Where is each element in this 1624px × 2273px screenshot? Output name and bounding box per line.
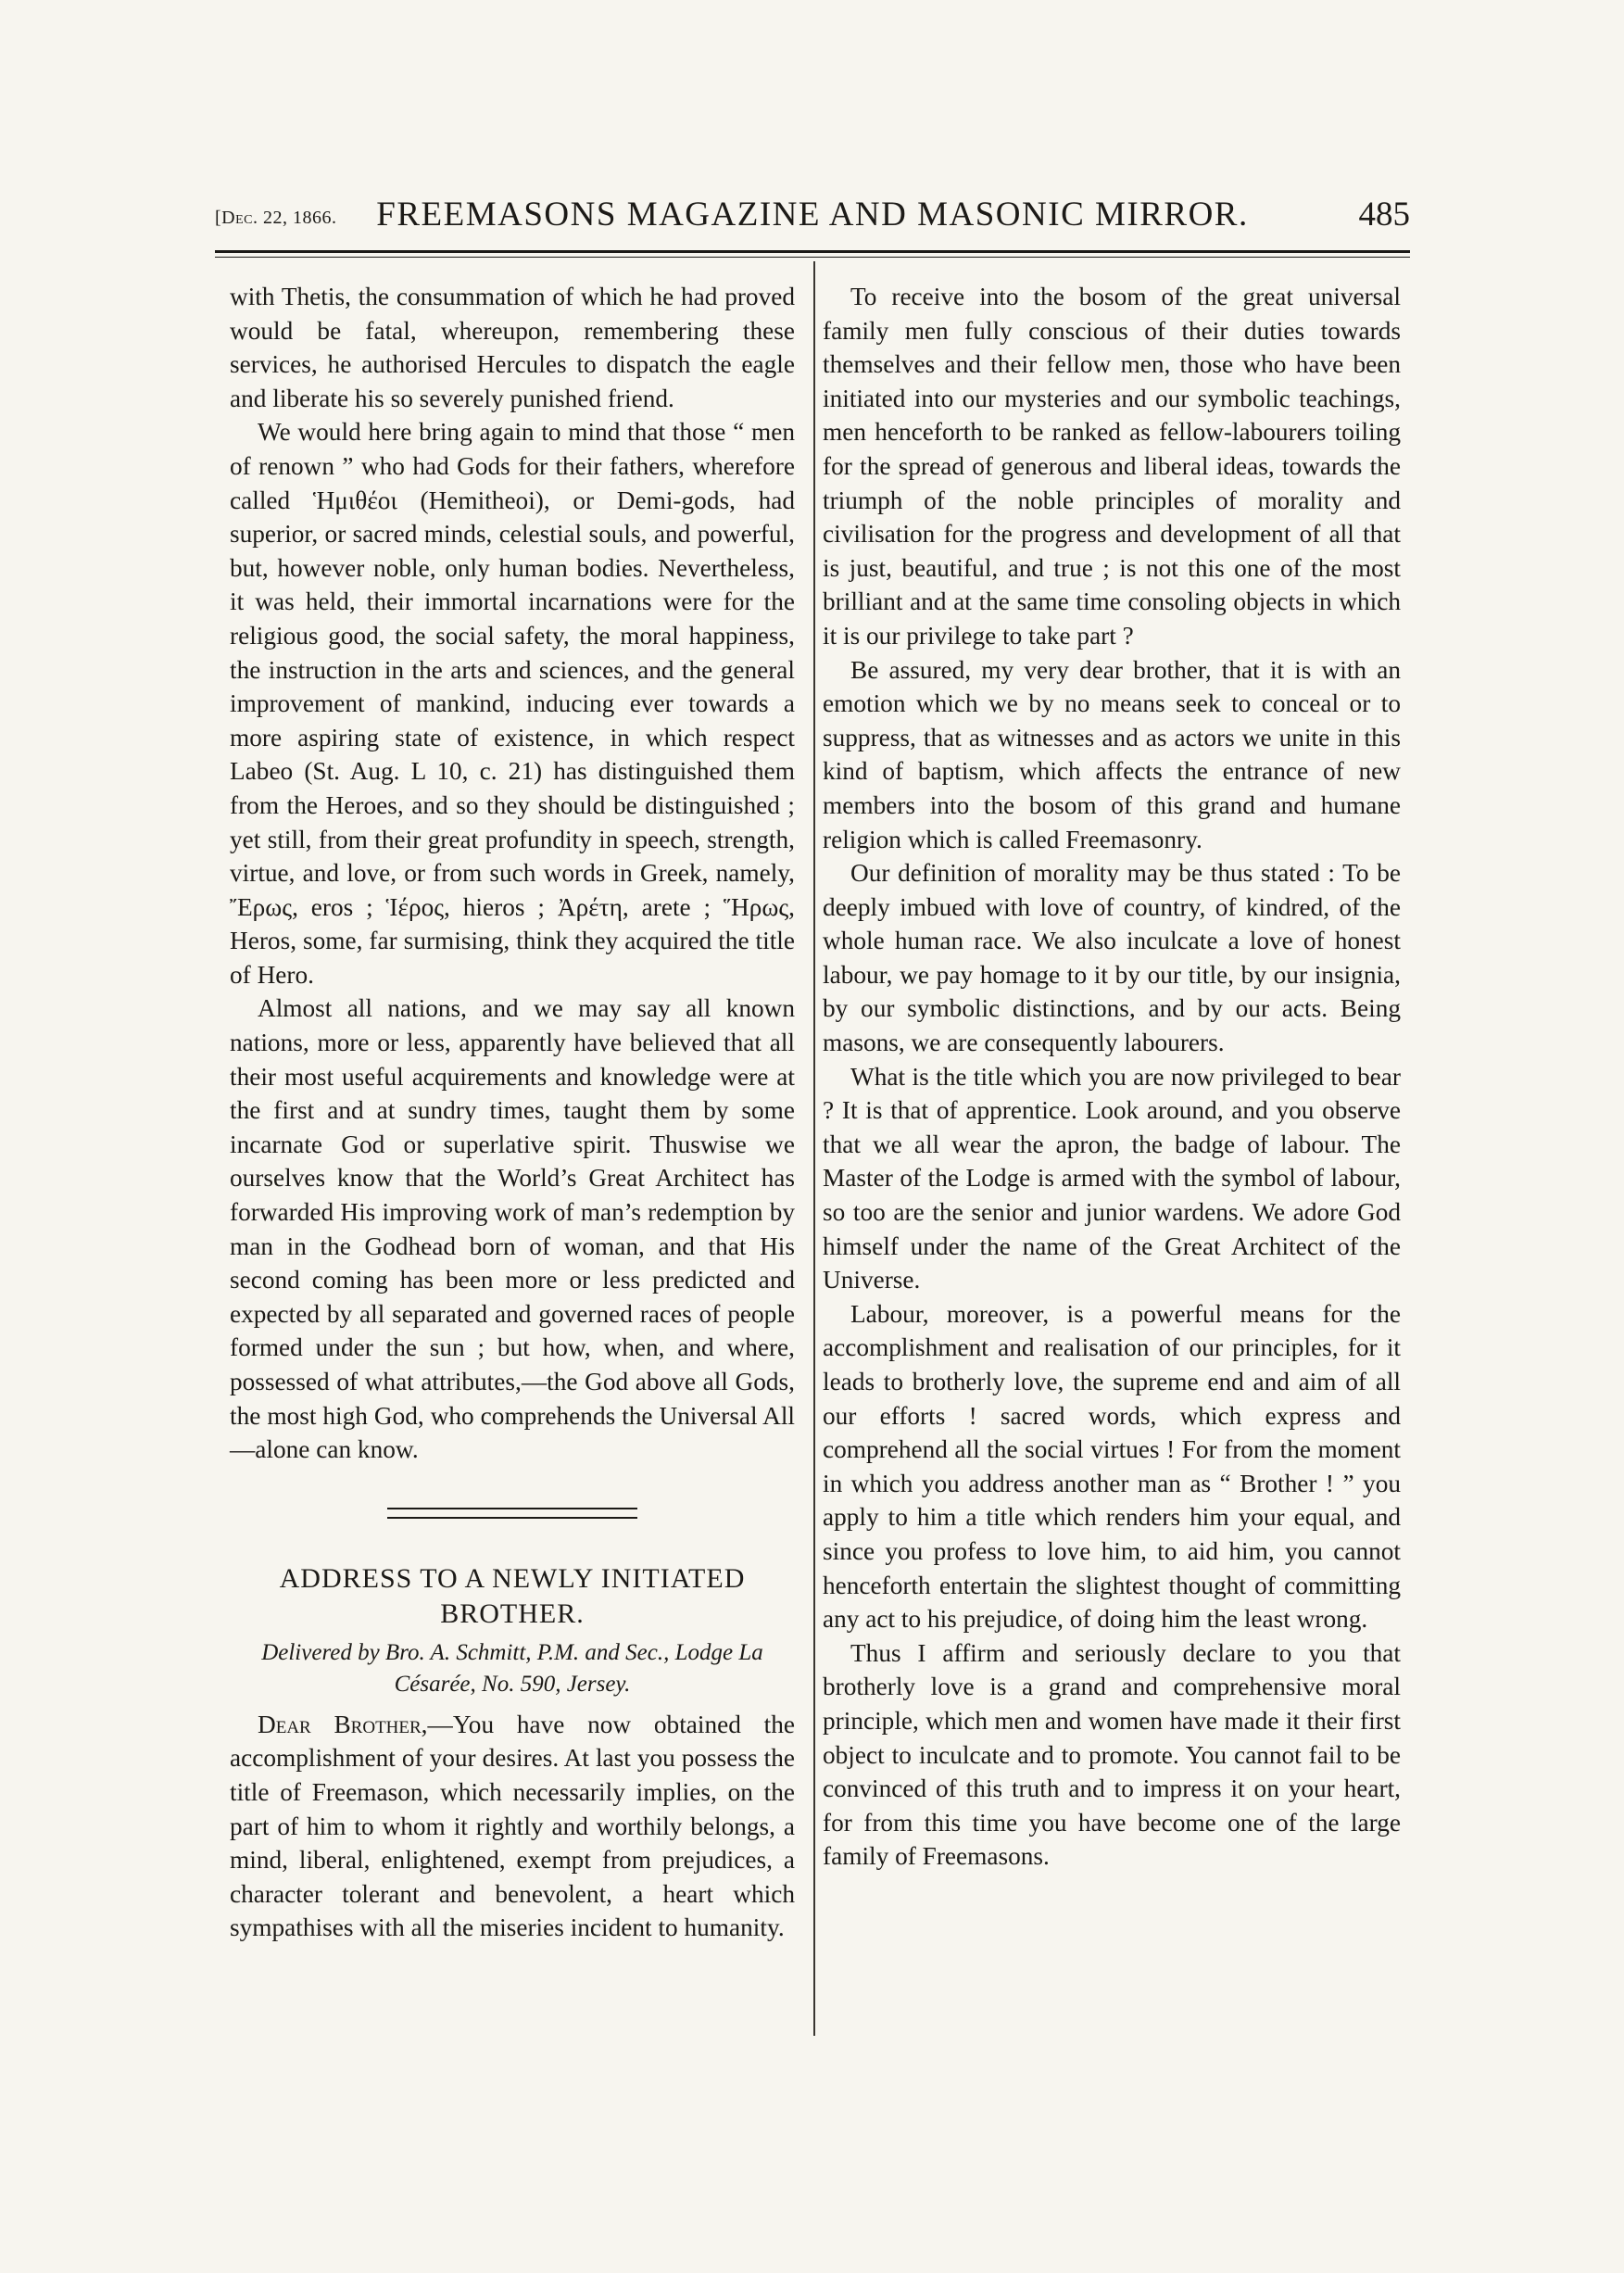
paragraph: Almost all nations, and we may say all known nations, more or less, apparently have believed that all their most useful acquirements and knowledge were at the first and at sundry times, taught them by some incarnate God or superlative spirit. Thuswise we ourselves know that the World’s Great Architect has forwarded His improving work of man’s redemption by man in the Godhead born of woman, and that His second coming has been more or less predicted and expected by all separated and governed races of people formed under the sun ; but how, when, and where, possessed of what attributes,—the God above all Gods, the most high God, who comprehends the Universal All—alone can know.	[230, 994, 795, 1464]
page-number: 485	[1358, 196, 1410, 234]
header-title: FREEMASONS MAGAZINE AND MASONIC MIRROR.	[376, 196, 1249, 234]
paragraph: To receive into the bosom of the great universal family men fully conscious of their duties towards themselves and their fellow men, those who have been initiated into our mysteries and our symbolic teachings, men henceforth to be ranked as fellow-labourers toiling for the spread of generous and liberal ideas, towards the triumph of the noble principles of morality and civilisation for the progress and development of all that is just, beautiful, and true ; is not this one of the most brilliant and at the same time consoling objects in which it is our privilege to take part ?	[823, 283, 1401, 650]
paragraph: Labour, moreover, is a powerful means for the accomplishment and realisation of our principles, for it leads to brotherly love, the supreme end and aim of all our efforts ! sacred words, which express and comprehend all the social virtues ! For from the moment in which you address another man as “ Brother ! ” you apply to him a title which renders him your equal, and since you profess to love him, to aid him, you cannot henceforth entertain the slightest thought of committing any act to his prejudice, of doing him the least wrong.	[823, 1299, 1401, 1634]
left-column	[230, 280, 795, 1945]
header-rule-thin	[215, 257, 1410, 258]
paragraph: What is the title which you are now privileged to bear ? It is that of apprentice. Look around, and you observe that we all wear the apron, the badge of labour. The Master of the Lodge is armed with the symbol of labour, so too are the senior and junior wardens. We adore God himself under the name of the Great Architect of the Universe.	[823, 1062, 1401, 1294]
header-rule-thick	[215, 250, 1410, 253]
paragraph-text: —You have now obtained the accomplishment of your desires. At last you possess the title of Freemason, which necessarily implies, on the part of him to whom it rightly and worthily belongs, a mind, liberal, enlightened, exempt from prejudices, a character tolerant and benevolent, a heart which sympathises with all the miseries incident to humanity.	[230, 1710, 796, 1942]
paragraph: with Thetis, the consummation of which he had proved would be fatal, whereupon, remembering these services, he authorised Hercules to dispatch the eagle and liberate his so severely punished friend.	[230, 283, 795, 412]
article-byline: Delivered by Bro. A. Schmitt, P.M. and Sec., Lodge La Césarée, No. 590, Jersey.	[261, 1639, 763, 1697]
page-header	[215, 187, 1410, 243]
right-column	[823, 280, 1401, 1874]
paragraph: Be assured, my very dear brother, that it is with an emotion which we by no means seek to conceal or to suppress, that as witnesses and as actors we unite in this kind of baptism, which affects the entrance of new members into the bosom of this grand and humane religion which is called Freemasonry.	[823, 655, 1401, 853]
section-separator	[387, 1508, 637, 1519]
paragraph: We would here bring again to mind that those “ men of renown ” who had Gods for their fathers, wherefore called Ἡμιθέοι (Hemitheoi), or Demi-gods, had superior, or sacred minds, celestial souls, and powerful, but, however noble, only human bodies. Nevertheless, it was held, their immortal incarnations were for the religious good, the social safety, the moral happiness, the instruction in the arts and sciences, and the general improvement of mankind, inducing ever towards a more aspiring state of existence, in which respect Labeo (St. Aug. L 10, c. 21) has distinguished them from the Heroes, and so they should be distinguished ; yet still, from their great profundity in speech, strength, virtue, and love, or from such words in Greek, namely, Ἔρως, eros ; Ἱέρος, hieros ; Ἀρέτη, arete ; Ἥρως, Heros, some, far surmising, think they acquired the title of Hero.	[230, 418, 795, 989]
paragraph: Our definition of morality may be thus stated : To be deeply imbued with love of country, of kindred, of the whole human race. We also inculcate a love of honest labour, we pay homage to it by our title, by our insignia, by our symbolic distinctions, and by our acts. Being masons, we are consequently labourers.	[823, 859, 1401, 1057]
salutation: Dear Brother,	[258, 1710, 428, 1738]
column-divider	[813, 261, 815, 2036]
paragraph: Thus I affirm and seriously declare to you that brotherly love is a grand and comprehensive moral principle, which men and women have made it their first object to inculcate and to promote. You cannot fail to be convinced of this truth and to impress it on your heart, for from this time you have become one of the large family of Freemasons.	[823, 1638, 1401, 1871]
article-title: ADDRESS TO A NEWLY INITIATED BROTHER.	[279, 1562, 746, 1629]
article-first-paragraph	[230, 1708, 795, 1945]
header-date: [Dec. 22, 1866.	[215, 208, 337, 228]
